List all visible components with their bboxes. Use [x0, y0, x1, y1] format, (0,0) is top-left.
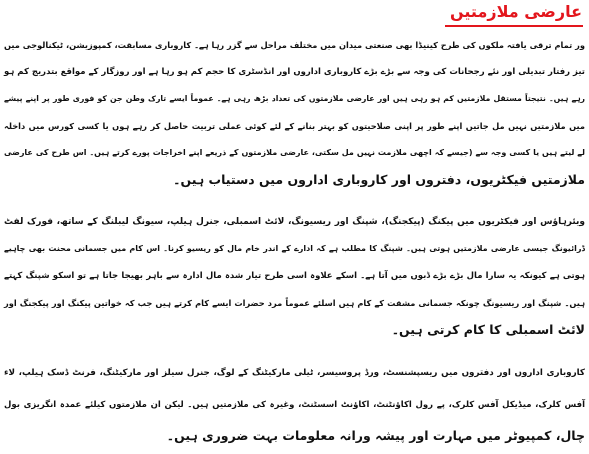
page-title: عارضی ملازمتیں — [445, 1, 583, 27]
text-line: ویئرہاؤس اور فیکٹریوں میں پیکنگ (پیکجنگ)، شپنگ اور ریسیونگ، لائٹ اسمبلی، جنرل ہیلپ، سیونگ لیبلنگ کے ساتھ، فورک لفٹ — [4, 217, 585, 227]
text-line: آفس کلرک، میڈیکل آفس کلرک، پے رول اکاؤنٹنٹ، اکاؤنٹ اسسٹنٹ، وغیرہ کی ملازمتیں ہیں۔ لیکن ان ملازمتوں کیلئے عمدہ انگریزی بول — [4, 400, 585, 410]
text-line: کاروباری اداروں اور دفتروں میں ریسپشنسٹ، ورڈ پروسیسر، ٹیلی مارکیٹنگ کے لوگ، جنرل سیلز اور مارکیٹنگ، فرنٹ ڈسک ہیلپ، لاء — [4, 368, 585, 378]
text-line: ہوتی ہے کیونکہ یہ سارا مال بڑے بڑے ڈبوں میں آتا ہے۔ اسکے علاوہ اسی طرح تیار شدہ مال ادارہ سے باہر بھیجا جاتا ہے تو اسکو شپنگ کہتے — [4, 271, 585, 281]
text-line: ہیں۔ شپنگ اور ریسیونگ چونکہ جسمانی مشقت کے کام ہیں اسلئے عموماً مرد حضرات ایسے کام کرتے ہیں جب کہ خواتین پیکنگ اور پیکجنگ اور — [4, 298, 585, 308]
text-line: ڈرائیونگ جیسی عارضی ملازمتیں ہوتی ہیں۔ شپنگ کا مطلب ہے کہ ادارے کے اندر خام مال کو ریسیو کرنا۔ اس کام میں جسمانی محنت بھی چاہیے — [4, 244, 585, 253]
text-line: ملازمتیں فیکٹریوں، دفتروں اور کاروباری اداروں میں دستیاب ہیں۔ — [173, 172, 585, 187]
text-line: میں ملازمتیں نہیں مل جاتیں اپنے طور پر اپنی صلاحیتوں کو بہتر بنانے کے لئے کوئی عملی تربیت حاصل کر رہے ہوں یا کسی کورس میں داخلہ — [4, 121, 585, 131]
text-line: تیز رفتار تبدیلی اور نئے رجحانات کی وجہ سے بڑے بڑے کاروباری اداروں اور انڈسٹری کا حجم کم ہو رہا ہے اور روزگار کے مواقع بتدریج کم ہو — [4, 67, 585, 77]
text-line: چال، کمپیوٹر میں مہارت اور پیشہ ورانہ معلومات بہت ضروری ہیں۔ — [166, 428, 585, 443]
text-line: رہے ہیں۔ نتیجتاً مستقل ملازمتیں کم ہو رہی ہیں اور عارضی ملازمتوں کی تعداد بڑھ رہی ہے۔ عموماً ایسے تارک وطن جن کو فوری طور پر اپنے پیشے — [4, 94, 585, 103]
text-line: لے لیتے ہیں یا کسی وجہ سے (جیسے کہ اچھی ملازمت نہیں مل سکتی، عارضی ملازمتوں کے ذریعے اپنے اخراجات پورے کرتے ہیں۔ اس طرح کی عارضی — [4, 148, 585, 157]
text-line: لائٹ اسمبلی کا کام کرتی ہیں۔ — [391, 322, 585, 337]
text-line: ور تمام ترقی یافتہ ملکوں کی طرح کینیڈا بھی صنعتی میدان میں مختلف مراحل سے گزر رہا ہے۔ کاروباری مسابقت، کمپوزیشن، ٹیکنالوجی میں — [4, 40, 585, 50]
